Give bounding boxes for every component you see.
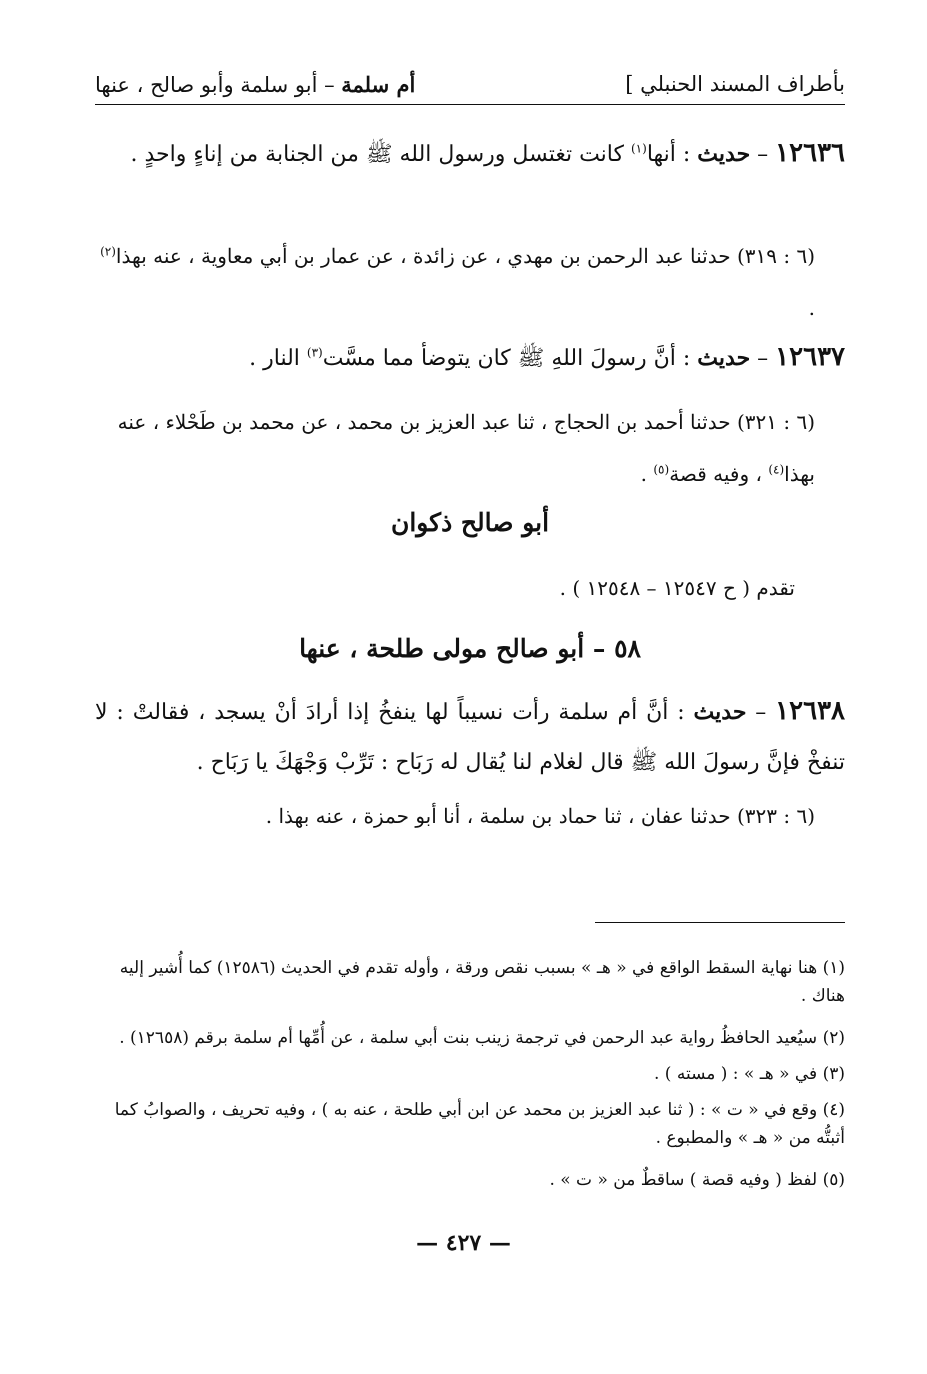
hadith-number: ١٢٦٣٦ xyxy=(775,138,845,168)
header-section-title xyxy=(95,72,415,97)
hadith-12637 xyxy=(95,332,845,384)
footnote-text: وقع في « ت » : ( ثنا عبد العزيز بن محمد عن ابن أبي طلحة ، عنه به ) ، وفيه تحريف ، والصوابُ كما أثبتُّه من « هـ » والمطبوع . xyxy=(114,1100,845,1148)
hadith-text: : أنَّ رسولَ اللهِ ﷺ كان يتوضأ مما مسَّت xyxy=(322,346,698,371)
isnad-text: (٦ : ٣١٩) حدثنا عبد الرحمن بن مهدي ، عن زائدة ، عن عمار بن أبي معاوية ، عنه بهذا xyxy=(115,244,815,268)
footnote-1 xyxy=(95,954,845,1010)
footnote-3 xyxy=(95,1060,845,1088)
header-rule xyxy=(95,104,845,105)
hadith-number: ١٢٦٣٧ xyxy=(775,342,845,372)
footnote-text: لفظ ( وفيه قصة ) ساقطٌ من « ت » . xyxy=(549,1170,818,1190)
isnad-12638 xyxy=(95,790,815,842)
footnote-2 xyxy=(95,1024,845,1052)
cross-reference: تقدم ( ح ١٢٥٤٧ – ١٢٥٤٨ ) . xyxy=(559,576,795,600)
footnote-mark: (٤) xyxy=(822,1100,845,1120)
isnad-text: (٦ : ٣٢٣) حدثنا عفان ، ثنا حماد بن سلمة ، أنا أبو حمزة ، عنه بهذا . xyxy=(265,804,815,828)
dash: – xyxy=(750,346,776,371)
header-book-title: بأطراف المسند الحنبلي ] xyxy=(625,72,845,96)
isnad-12636 xyxy=(95,230,815,334)
header-section-bold: أم سلمة xyxy=(341,72,416,97)
isnad-text: (٦ : ٣٢١) حدثنا أحمد بن الحجاج ، ثنا عبد العزيز بن محمد ، عن محمد بن طَحْلاء ، عنه بهذا xyxy=(117,410,815,486)
hadith-keyword: حديث xyxy=(693,699,747,725)
footnote-ref: (٣) xyxy=(306,345,323,360)
isnad-12637 xyxy=(95,396,815,500)
dash: – xyxy=(750,142,776,167)
running-header xyxy=(95,66,845,106)
hadith-text: النار . xyxy=(249,346,307,371)
hadith-number: ١٢٦٣٨ xyxy=(775,696,845,726)
dash: – xyxy=(746,700,776,725)
footnote-text: هنا نهاية السقط الواقع في « هـ » بسبب نقص ورقة ، وأوله تقدم في الحديث (١٢٥٨٦) كما أُشير إليه هناك . xyxy=(119,958,845,1006)
isnad-text: . xyxy=(808,296,815,320)
footnote-4 xyxy=(95,1096,845,1152)
hadith-keyword: حديث xyxy=(697,345,751,371)
isnad-text: . xyxy=(640,462,654,486)
hadith-text: : أنَّ أم سلمة رأت نسيباً لها ينفخُ إذا أرادَ أنْ يسجد ، فقالتْ : لا تنفخْ فإنَّ رسولَ الله ﷺ قال لغلام لنا يُقال له رَبَاح : تَرِّبْ وَجْهَكَ يا رَبَاح . xyxy=(95,700,845,775)
section-title-abu-salih-mawla-talha: ٥٨ – أبو صالح مولى طلحة ، عنها xyxy=(299,634,641,663)
footnote-5 xyxy=(95,1166,845,1194)
footnote-mark: (٣) xyxy=(822,1064,845,1084)
footnote-ref: (١) xyxy=(630,141,647,156)
footnote-mark: (٢) xyxy=(822,1028,845,1048)
hadith-text: كانت تغتسل ورسول الله ﷺ من الجنابة من إناءٍ واحدٍ . xyxy=(130,142,631,167)
footnote-mark: (١) xyxy=(822,958,845,978)
footnote-ref: (٢) xyxy=(100,244,116,259)
footnote-ref: (٤) xyxy=(768,462,785,477)
hadith-text: : أنها xyxy=(646,142,698,167)
section-title-abu-salih-dhakwan: أبو صالح ذكوان xyxy=(390,508,550,537)
footnote-text: في « هـ » : ( مسته ) . xyxy=(653,1064,818,1084)
footnote-text: سيُعيد الحافظُ رواية عبد الرحمن في ترجمة زينب بنت أبي سلمة ، عن أُمِّها أم سلمة برقم (١٢٦٥٨) . xyxy=(119,1028,818,1048)
footnote-ref: (٥) xyxy=(653,462,670,477)
footnote-rule xyxy=(595,922,845,923)
hadith-keyword: حديث xyxy=(697,141,751,167)
hadith-12638 xyxy=(95,686,845,788)
hadith-12636 xyxy=(95,128,845,180)
footnote-mark: (٥) xyxy=(822,1170,845,1190)
isnad-text: ، وفيه قصة xyxy=(669,462,769,486)
header-section-rest: – أبو سلمة وأبو صالح ، عنها xyxy=(95,73,342,97)
page-number: — ٤٢٧ — xyxy=(416,1230,511,1256)
